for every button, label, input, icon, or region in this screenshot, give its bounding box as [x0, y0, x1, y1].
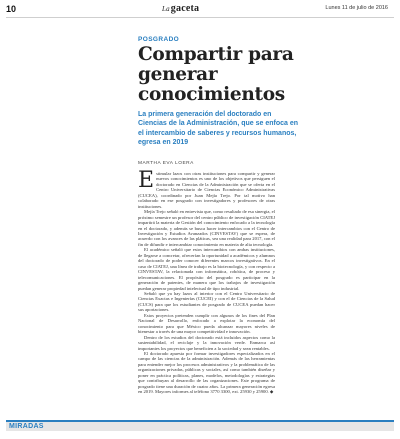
- drop-cap: E: [138, 168, 155, 193]
- footer-section-label: MIRADAS: [9, 423, 44, 430]
- body-paragraph: Estos proyectos pretenden cumplir con algunos de los fines del Plan Nacional de Desarrollo, enfocado a explotar la economía del conocimiento para que México pueda alcanzar mayores niveles de bienestar a través de una mayor competitividad e innovación.: [138, 312, 275, 335]
- footer-section-band: [6, 420, 394, 431]
- page-number: 10: [6, 4, 17, 14]
- body-paragraph: El académico señaló que estos intercambios con ambas instituciones, de llegarse a concretar, ofrecerían la oportunidad a académicos y alumnos del doctorado de poder conocer diferentes marcos investigativos. En el caso de CIATEJ, una línea de trabajo es la biotecnología, y con respecto a CINVESTAV, la relacionada con informática, robótica, de proceso y telecomunicaciones. El propósito del posgrado es participar en la generación de patentes, de manera que los trabajos de investigación puedan generar propiedad intelectual de tipo industrial.: [138, 247, 275, 291]
- masthead-logo: [162, 3, 199, 14]
- header-divider: [6, 17, 394, 18]
- page-header: [0, 0, 400, 20]
- masthead-name: gaceta: [170, 3, 200, 14]
- body-paragraph: Estimular lazos con otras instituciones para compartir y generar nuevos conocimientos es uno de los objetivos que persiguen el doctorado en Ciencias de la Administración que se oferta en el Centro Universitario de Ciencias Económico Administrativas (CUCEA), coordinado por Juan Mejía Trejo. Por tal motivo han colaborado en ese posgrado con investigadores y profesores de otras instituciones.: [138, 168, 275, 209]
- article-body: [138, 168, 275, 395]
- article-deck: La primera generación del doctorado en Ciencias de la Administración, que se enfoca en el intercambio de saberes y recursos humanos, egresa en 2019: [138, 111, 299, 147]
- article-headline: Compartir para generar conocimientos: [138, 44, 294, 105]
- article-byline: MARTHA EVA LOERA: [138, 161, 194, 166]
- issue-date: Lunes 11 de julio de 2016: [325, 5, 388, 11]
- body-paragraph: El doctorado apuesta por formar investigadores especializados en el campo de las ciencias de la administración. Además de las herramientas para entender mejor los procesos administrativos y la problemática de las organizaciones privadas, públicas y sociales, así como también diseñar y poner en práctica políticas, planes, modelos, metodologías y estrategias que contribuyan al desarrollo de las organizaciones. Este programa de posgrado tiene una duración de cuatro años. La primera generación egresa en 2019. Mayores informes al teléfono 3770 3300, ext. 25930 y 25900. ◆: [138, 350, 275, 395]
- section-label: POSGRADO: [138, 36, 180, 43]
- body-paragraph: Mejía Trejo señaló en entrevista que, como resultado de esa sinergia, el próximo semestre un profesor del centro público de investigación CIATEJ impartirá la materia de Gestión del conocimiento enfocado a la tecnología en el doctorado, y además se busca hacer intercambios con el Centro de Investigación y Estudios Avanzados (CINVESTAV) que se espera, de acuerdo con los avances de las pláticas, sea una realidad para 2017, con el fin de difundir e intercambiar conocimiento en materia de alta tecnología.: [138, 209, 275, 247]
- body-paragraph: Señaló que ya hay lazos al interior con el Centro Universitario de Ciencias Exactas e Ingenierías (CUCEI) y con el de Ciencias de la Salud (CUCS) para que los estudiantes de posgrado de CUCEA puedan hacer sus aportaciones.: [138, 290, 275, 313]
- body-paragraph: Dentro de los estudios del doctorado está incluidos aspectos como la sustentabilidad, el reciclaje y la innovación verde. Enmarca así importantes los proyectos que beneficien a la sociedad y sean rentables.: [138, 334, 275, 351]
- masthead-prefix: La: [162, 5, 170, 13]
